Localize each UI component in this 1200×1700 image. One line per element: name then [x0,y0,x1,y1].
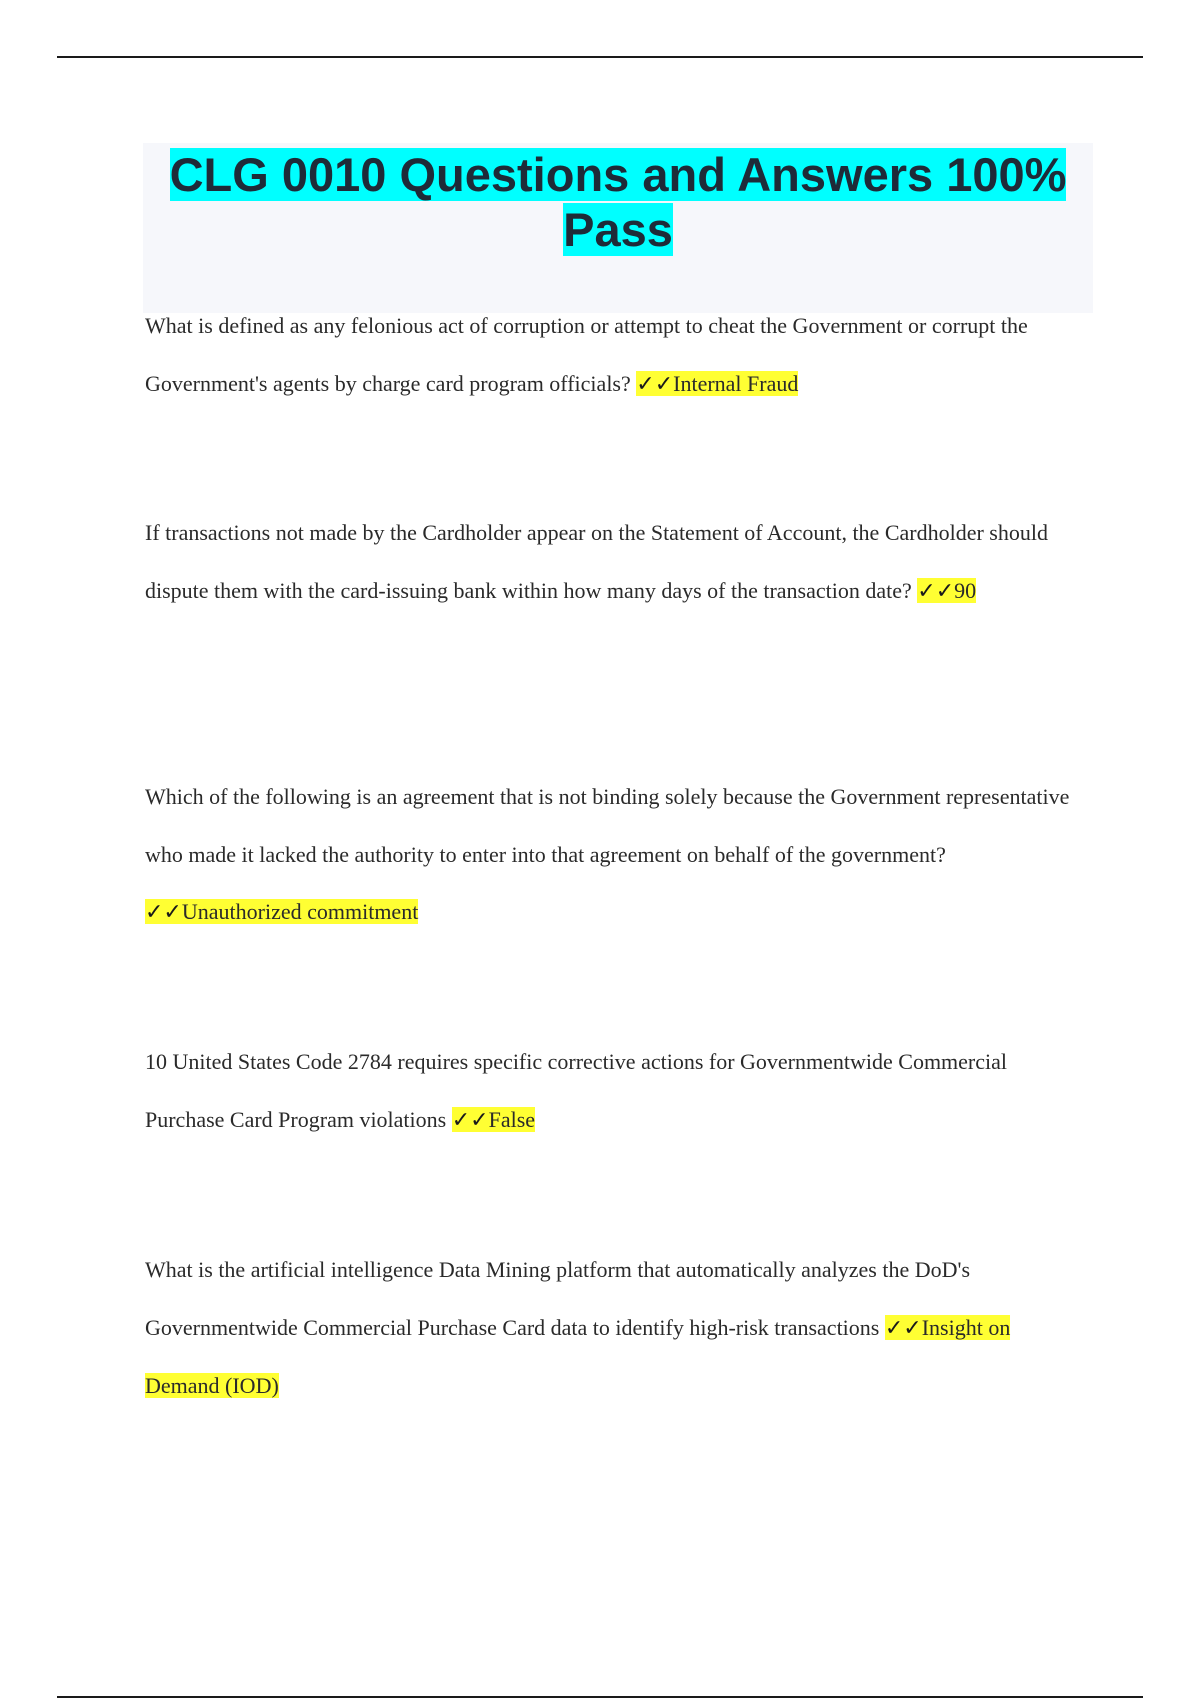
bottom-rule [57,1696,1143,1698]
question-text: If transactions not made by the Cardholder appear on the Statement of Account, the Cardholder should dispute them with the card-issuing bank within how many days of the transaction date? [145,520,1048,603]
double-check-icon: ✓✓ [451,1107,489,1133]
double-check-icon: ✓✓ [636,371,674,397]
question-text: Which of the following is an agreement that is not binding solely because the Government representative who made it lacked the authority to enter into that agreement on behalf of the government? [145,784,1070,867]
double-check-icon: ✓✓ [884,1315,922,1341]
answer-highlight [452,1107,535,1132]
double-check-icon: ✓✓ [917,578,955,604]
answer-highlight [917,578,976,603]
answer-text: 90 [954,577,977,603]
answer-text: Insight on Demand (IOD) [145,1314,1011,1398]
answer-highlight [145,899,418,924]
qa-item-3 [145,768,1085,942]
title-block [143,143,1093,313]
qa-item-4 [145,1033,1085,1149]
question-text: 10 United States Code 2784 requires specific corrective actions for Governmentwide Commercial Purchase Card Program violations [145,1049,1008,1132]
page-title-text: CLG 0010 Questions and Answers 100% Pass [169,148,1067,256]
answer-highlight [636,371,798,396]
question-text: What is defined as any felonious act of corruption or attempt to cheat the Government or corrupt the Government's agents by charge card program officials? [145,313,1028,396]
page-title [143,143,1093,257]
answer-text: Unauthorized commitment [181,899,419,924]
answer-text: Internal Fraud [673,370,799,396]
double-check-icon: ✓✓ [145,900,182,925]
answer-text: False [488,1106,536,1132]
qa-item-5 [145,1241,1085,1415]
qa-item-2 [145,504,1085,620]
question-text: What is the artificial intelligence Data Mining platform that automatically analyzes the DoD's Governmentwide Commercial Purchase Card data to identify high-risk transactions [145,1257,971,1340]
qa-item-1 [145,297,1085,413]
top-rule [57,56,1143,58]
